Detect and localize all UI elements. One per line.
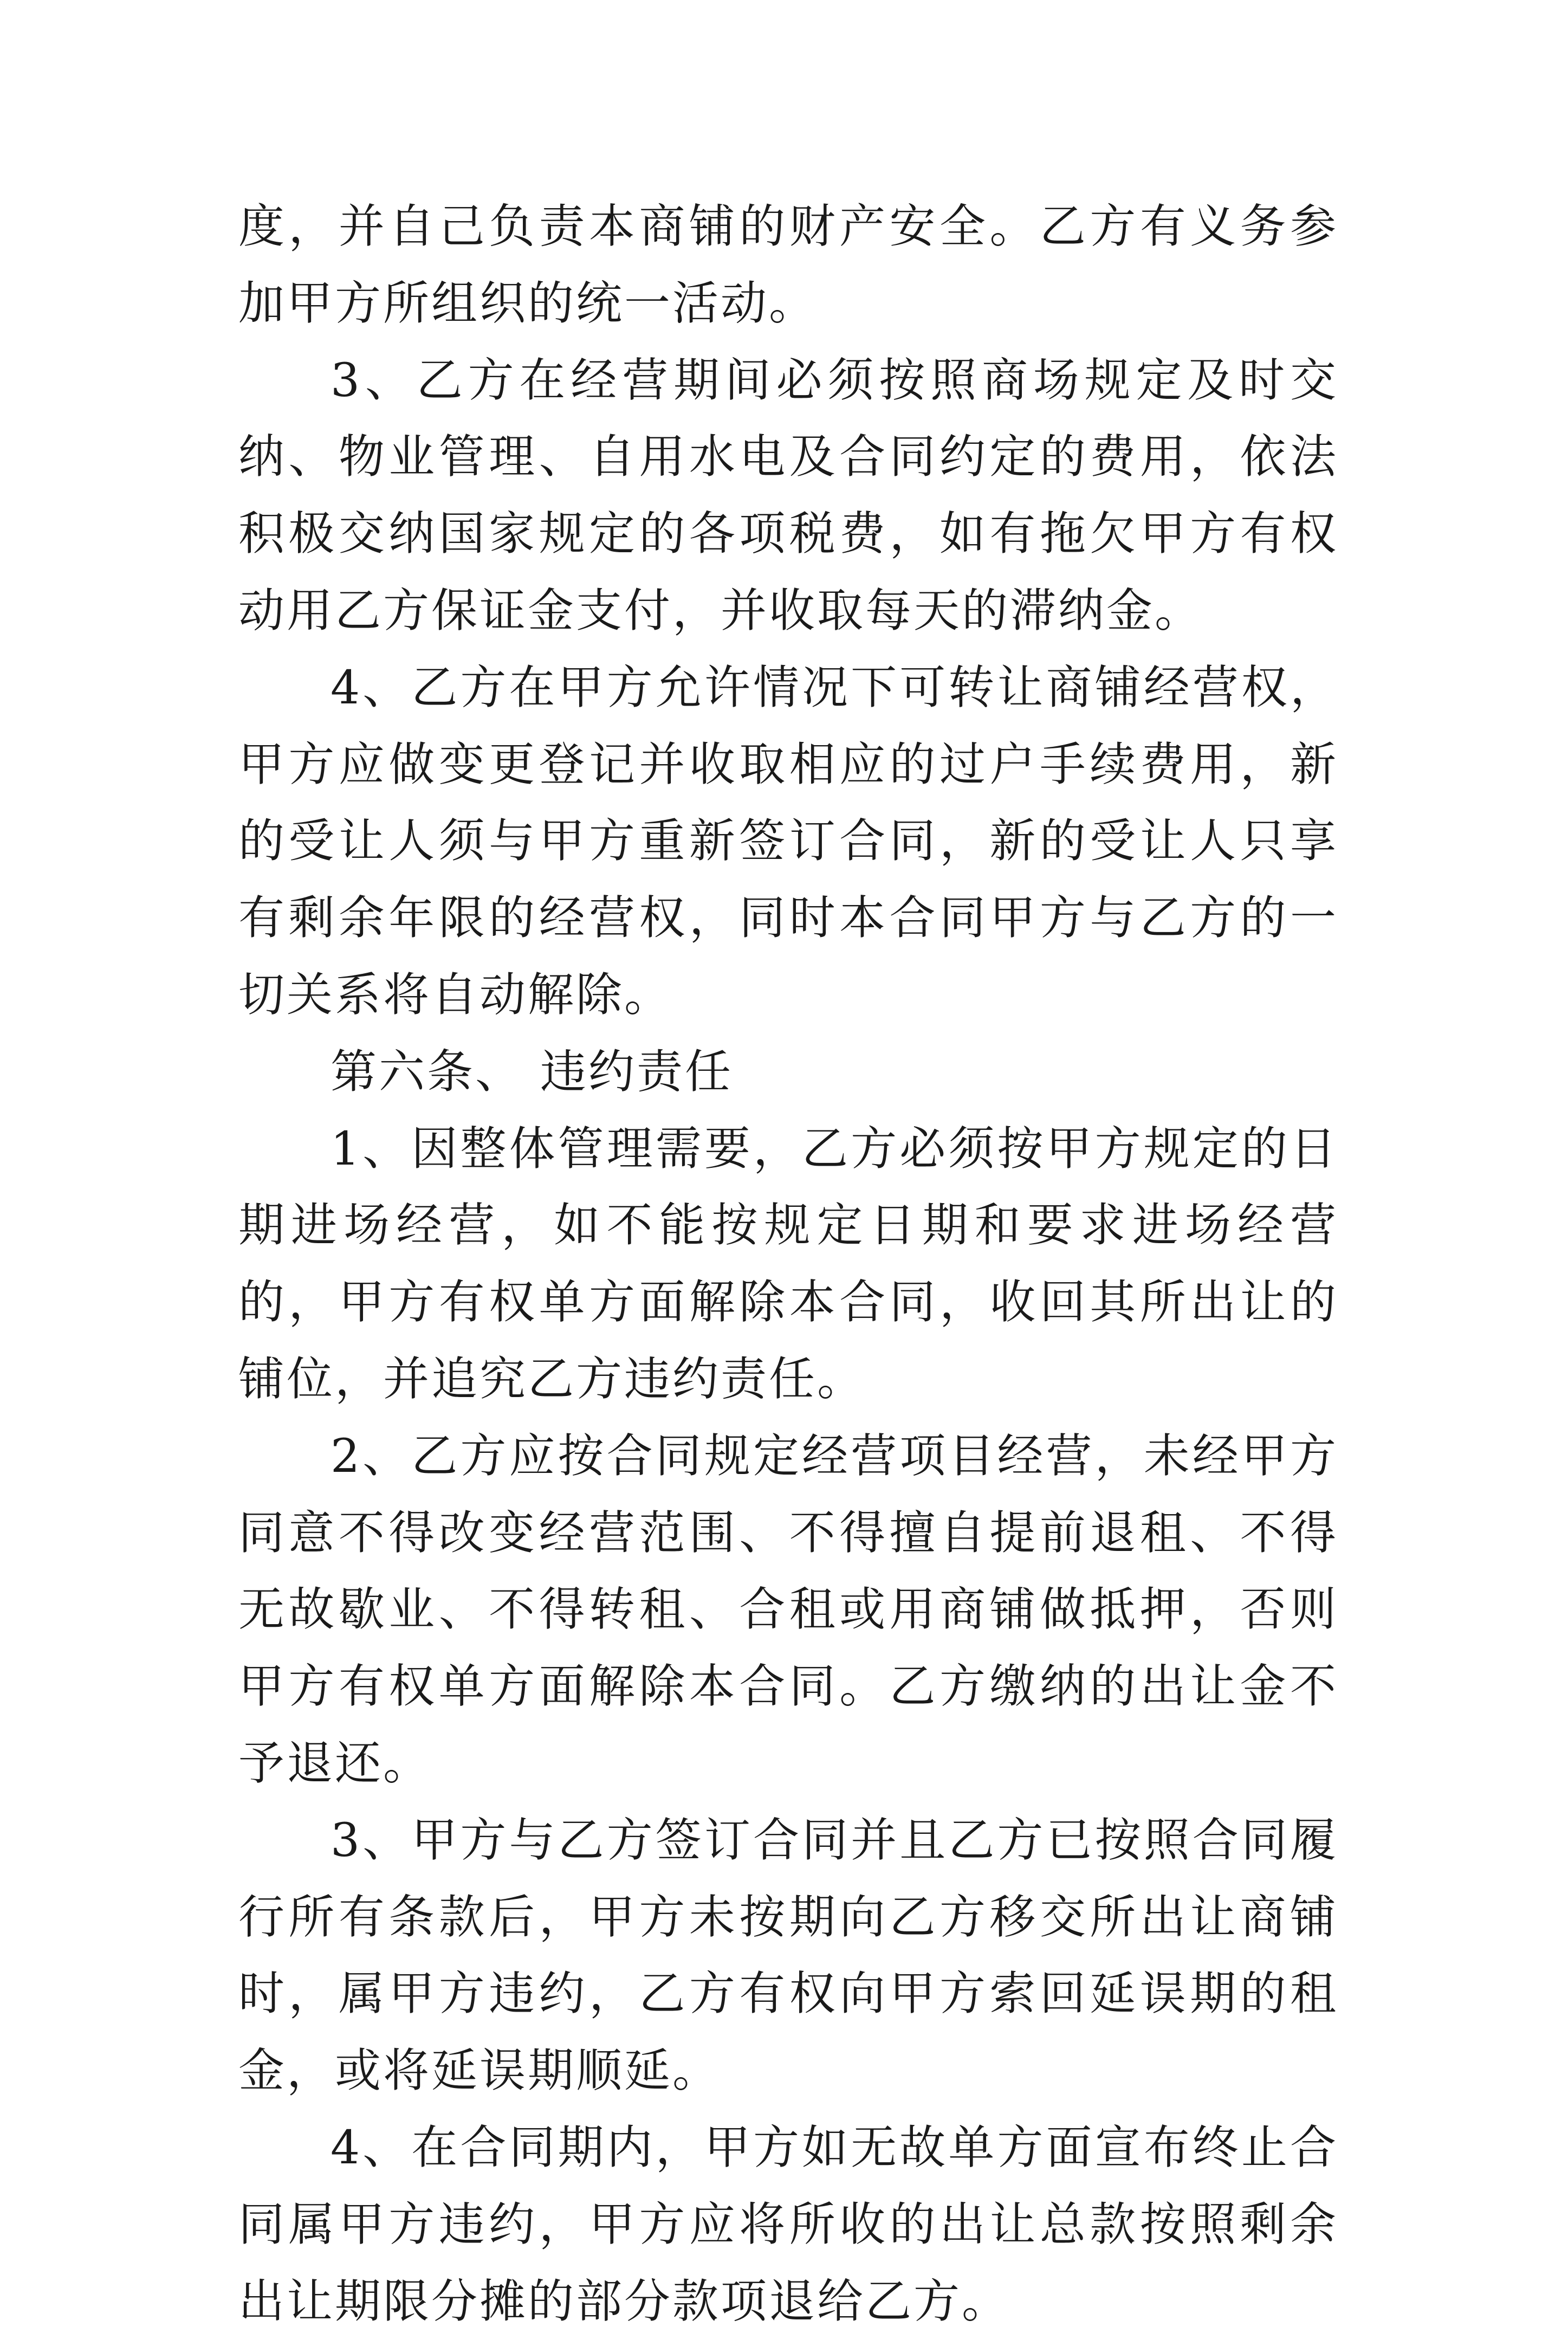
- paragraph-clause-3: 3、乙方在经营期间必须按照商场规定及时交纳、物业管理、自用水电及合同约定的费用，依法积极交纳国家规定的各项税费，如有拖欠甲方有权动用乙方保证金支付，并收取每天的滞纳金。: [238, 353, 1338, 638]
- paragraph-breach-1: 1、因整体管理需要，乙方必须按甲方规定的日期进场经营，如不能按规定日期和要求进场经营的，甲方有权单方面解除本合同，收回其所出让的铺位，并追究乙方违约责任。: [238, 1122, 1338, 1406]
- paragraph-breach-3: 3、甲方与乙方签订合同并且乙方已按照合同履行所有条款后，甲方未按期向乙方移交所出让商铺时，属甲方违约，乙方有权向甲方索回延误期的租金，或将延误期顺延。: [238, 1813, 1338, 2098]
- paragraph-breach-2: 2、乙方应按合同规定经营项目经营，未经甲方同意不得改变经营范围、不得擅自提前退租、不得无故歇业、不得转租、合租或用商铺做抵押，否则甲方有权单方面解除本合同。乙方缴纳的出让金不予退还。: [238, 1429, 1338, 1790]
- paragraph-continuation: 度，并自己负责本商铺的财产安全。乙方有义务参加甲方所组织的统一活动。: [238, 200, 1338, 331]
- document-body: [238, 189, 1338, 2340]
- section-heading-article-6: 第六条、 违约责任: [331, 1045, 734, 1099]
- paragraph-breach-4: 4、在合同期内，甲方如无故单方面宣布终止合同属甲方违约，甲方应将所收的出让总款按照剩余出让期限分摊的部分款项退给乙方。: [238, 2121, 1338, 2329]
- paragraph-clause-4: 4、乙方在甲方允许情况下可转让商铺经营权，甲方应做变更登记并收取相应的过户手续费用，新的受让人须与甲方重新签订合同，新的受让人只享有剩余年限的经营权，同时本合同甲方与乙方的一切关系将自动解除。: [238, 661, 1338, 1022]
